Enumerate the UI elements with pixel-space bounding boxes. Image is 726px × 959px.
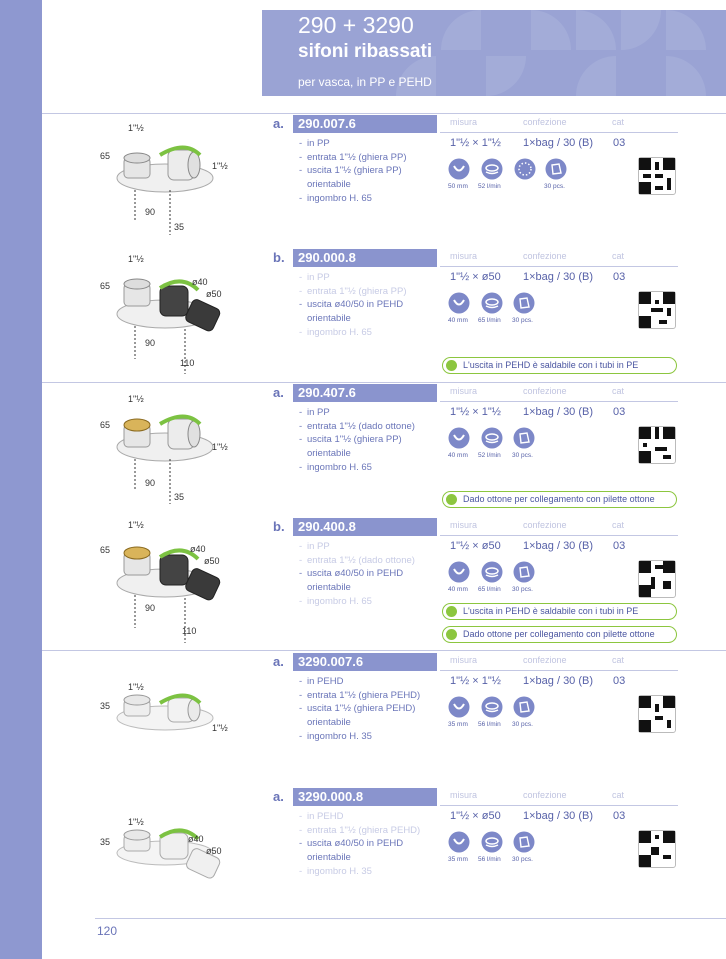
cat-header: cat: [612, 117, 625, 127]
section-divider: [42, 113, 726, 114]
page-title: sifoni ribassati: [298, 41, 433, 62]
dim-label: 1"½: [212, 161, 228, 171]
confezione-value: 1×bag / 30 (B): [523, 810, 594, 822]
feature-list: [297, 137, 447, 206]
misura-value: 1"½ × ø50: [450, 540, 501, 552]
info-note: [442, 603, 677, 620]
variant-letter: a.: [273, 789, 284, 804]
feature-item: - entrata 1"½ (ghiera PP): [297, 151, 447, 165]
cat-header: cat: [612, 386, 625, 396]
feature-item: - uscita 1"½ (ghiera PEHD): [297, 702, 447, 716]
package-icon: [513, 427, 535, 449]
siphon-drawing: [90, 389, 240, 519]
misura-header: misura: [450, 251, 478, 261]
feature-item: - uscita ø40/50 in PEHD: [297, 567, 447, 581]
cat-value: 03: [613, 540, 626, 552]
variant-letter: a.: [273, 116, 284, 131]
pcs-label: 30 pcs.: [512, 317, 533, 324]
dim-label: 90: [145, 478, 156, 488]
info-note: [442, 491, 677, 508]
pcs-label: 30 pcs.: [512, 856, 533, 863]
feature-item: - entrata 1"½ (ghiera PP): [297, 285, 447, 299]
flow-label: 65 l/min: [478, 586, 501, 593]
siphon-drawing: [90, 523, 240, 653]
feature-item: - uscita ø40/50 in PEHD: [297, 298, 447, 312]
feature-item: - in PP: [297, 406, 447, 420]
height-icon: [448, 158, 470, 180]
feature-item: orientabile: [307, 313, 351, 325]
qr-code[interactable]: [638, 291, 676, 329]
feature-item: - in PEHD: [297, 810, 447, 824]
eu-stars-icon: [514, 158, 536, 180]
dim-label: 35: [100, 837, 111, 847]
info-note-icon: [446, 606, 457, 617]
flow-rate-icon: [481, 696, 503, 718]
column-header: [440, 788, 678, 806]
feature-item: orientabile: [307, 448, 351, 460]
sidebar-band: [0, 0, 42, 959]
feature-item: orientabile: [307, 582, 351, 594]
feature-item: - uscita ø40/50 in PEHD: [297, 837, 447, 851]
pcs-label: 30 pcs.: [512, 721, 533, 728]
product-code: 290.400.8: [293, 518, 437, 536]
info-note-icon: [446, 629, 457, 640]
variant-letter: a.: [273, 385, 284, 400]
height-icon: [448, 427, 470, 449]
confezione-value: 1×bag / 30 (B): [523, 540, 594, 552]
dim-label: 1"½: [128, 394, 144, 404]
dim-label: 90: [145, 207, 156, 217]
header-pattern: [396, 10, 726, 96]
feature-item: - ingombro H. 65: [297, 326, 447, 340]
note-text: L'uscita in PEHD è saldabile con i tubi in PE: [463, 606, 639, 616]
dim-label: 1"½: [128, 817, 144, 827]
note-text: Dado ottone per collegamento con pilette ottone: [463, 629, 655, 639]
product-code: 290.007.6: [293, 115, 437, 133]
page-number: 120: [97, 924, 118, 938]
cat-header: cat: [612, 655, 625, 665]
confezione-value: 1×bag / 30 (B): [523, 271, 594, 283]
confezione-value: 1×bag / 30 (B): [523, 406, 594, 418]
feature-list: [297, 540, 447, 609]
pcs-label: 30 pcs.: [512, 586, 533, 593]
height-label: 35 mm: [448, 721, 468, 728]
confezione-header: confezione: [523, 655, 567, 665]
cat-header: cat: [612, 790, 625, 800]
feature-item: - ingombro H. 65: [297, 192, 447, 206]
cat-header: cat: [612, 251, 625, 261]
feature-item: - entrata 1"½ (ghiera PEHD): [297, 824, 447, 838]
feature-item: orientabile: [307, 717, 351, 729]
height-label: 40 mm: [448, 586, 468, 593]
misura-header: misura: [450, 520, 478, 530]
height-icon: [448, 292, 470, 314]
height-label: 50 mm: [448, 183, 468, 190]
misura-value: 1"½ × 1"½: [450, 137, 501, 149]
series-code: 290 + 3290: [298, 12, 414, 38]
dim-label: ø40: [192, 277, 208, 287]
feature-item: - entrata 1"½ (dado ottone): [297, 420, 447, 434]
flow-rate-icon: [481, 831, 503, 853]
feature-item: - ingombro H. 35: [297, 865, 447, 879]
flow-label: 65 l/min: [478, 317, 501, 324]
dim-label: 35: [174, 492, 185, 502]
product-code: 3290.000.8: [293, 788, 437, 806]
page-header: [262, 10, 726, 96]
dim-label: 90: [145, 338, 156, 348]
dim-label: 65: [100, 420, 111, 430]
dim-label: ø50: [204, 556, 220, 566]
flow-rate-icon: [481, 292, 503, 314]
pcs-label: 30 pcs.: [544, 183, 565, 190]
product-code: 3290.007.6: [293, 653, 437, 671]
flow-rate-icon: [481, 561, 503, 583]
misura-header: misura: [450, 386, 478, 396]
feature-item: - in PEHD: [297, 675, 447, 689]
cat-value: 03: [613, 271, 626, 283]
dim-label: 110: [180, 358, 195, 368]
flow-rate-icon: [481, 158, 503, 180]
footer-divider: [95, 918, 726, 919]
note-text: Dado ottone per collegamento con pilette ottone: [463, 494, 655, 504]
dim-label: ø40: [188, 834, 204, 844]
dim-label: 35: [100, 701, 111, 711]
info-note: [442, 626, 677, 643]
feature-item: orientabile: [307, 179, 351, 191]
misura-header: misura: [450, 655, 478, 665]
height-label: 35 mm: [448, 856, 468, 863]
cat-value: 03: [613, 406, 626, 418]
misura-value: 1"½ × 1"½: [450, 406, 501, 418]
flow-label: 56 l/min: [478, 721, 501, 728]
feature-item: - entrata 1"½ (dado ottone): [297, 554, 447, 568]
height-icon: [448, 696, 470, 718]
dim-label: 65: [100, 281, 111, 291]
variant-letter: b.: [273, 519, 285, 534]
dim-label: 1"½: [128, 123, 144, 133]
siphon-drawing: [90, 254, 240, 384]
feature-list: [297, 271, 447, 340]
column-header: [440, 653, 678, 671]
package-icon: [513, 831, 535, 853]
dim-label: 1"½: [212, 723, 228, 733]
pcs-label: 30 pcs.: [512, 452, 533, 459]
feature-list: [297, 810, 447, 879]
misura-value: 1"½ × 1"½: [450, 675, 501, 687]
dim-label: ø40: [190, 544, 206, 554]
confezione-header: confezione: [523, 790, 567, 800]
confezione-header: confezione: [523, 520, 567, 530]
feature-item: - in PP: [297, 137, 447, 151]
confezione-header: confezione: [523, 251, 567, 261]
confezione-header: confezione: [523, 117, 567, 127]
feature-item: - ingombro H. 65: [297, 595, 447, 609]
package-icon: [513, 292, 535, 314]
height-label: 40 mm: [448, 317, 468, 324]
flow-label: 52 l/min: [478, 452, 501, 459]
dim-label: 35: [174, 222, 185, 232]
package-icon: [513, 561, 535, 583]
feature-item: - ingombro H. 65: [297, 461, 447, 475]
misura-value: 1"½ × ø50: [450, 810, 501, 822]
feature-item: orientabile: [307, 852, 351, 864]
siphon-drawing: [90, 803, 240, 933]
feature-item: - in PP: [297, 540, 447, 554]
cat-value: 03: [613, 675, 626, 687]
column-header: [440, 249, 678, 267]
flow-label: 56 l/min: [478, 856, 501, 863]
feature-item: - entrata 1"½ (ghiera PEHD): [297, 689, 447, 703]
column-header: [440, 115, 678, 133]
info-note-icon: [446, 494, 457, 505]
feature-item: - uscita 1"½ (ghiera PP): [297, 164, 447, 178]
dim-label: 90: [145, 603, 156, 613]
qr-code[interactable]: [638, 560, 676, 598]
feature-list: [297, 406, 447, 475]
column-header: [440, 384, 678, 402]
cat-value: 03: [613, 137, 626, 149]
qr-code[interactable]: [638, 830, 676, 868]
dim-label: ø50: [206, 289, 222, 299]
dim-label: ø50: [206, 846, 222, 856]
flow-rate-icon: [481, 427, 503, 449]
dim-label: 1"½: [128, 254, 144, 264]
confezione-header: confezione: [523, 386, 567, 396]
cat-header: cat: [612, 520, 625, 530]
qr-code[interactable]: [638, 695, 676, 733]
info-note: [442, 357, 677, 374]
package-icon: [545, 158, 567, 180]
cat-value: 03: [613, 810, 626, 822]
dim-label: 1"½: [212, 442, 228, 452]
variant-letter: a.: [273, 654, 284, 669]
confezione-value: 1×bag / 30 (B): [523, 675, 594, 687]
feature-item: - uscita 1"½ (ghiera PP): [297, 433, 447, 447]
height-icon: [448, 561, 470, 583]
product-code: 290.000.8: [293, 249, 437, 267]
feature-item: - ingombro H. 35: [297, 730, 447, 744]
misura-value: 1"½ × ø50: [450, 271, 501, 283]
siphon-drawing: [90, 668, 240, 798]
dim-label: 1"½: [128, 682, 144, 692]
note-text: L'uscita in PEHD è saldabile con i tubi in PE: [463, 360, 639, 370]
feature-list: [297, 675, 447, 744]
feature-item: - in PP: [297, 271, 447, 285]
misura-header: misura: [450, 790, 478, 800]
column-header: [440, 518, 678, 536]
variant-letter: b.: [273, 250, 285, 265]
info-note-icon: [446, 360, 457, 371]
package-icon: [513, 696, 535, 718]
dim-label: 65: [100, 545, 111, 555]
dim-label: 110: [182, 626, 197, 636]
dim-label: 65: [100, 151, 111, 161]
qr-code[interactable]: [638, 157, 676, 195]
height-icon: [448, 831, 470, 853]
product-code: 290.407.6: [293, 384, 437, 402]
qr-code[interactable]: [638, 426, 676, 464]
misura-header: misura: [450, 117, 478, 127]
height-label: 40 mm: [448, 452, 468, 459]
page-subtitle: per vasca, in PP e PEHD: [298, 75, 432, 89]
flow-label: 52 l/min: [478, 183, 501, 190]
confezione-value: 1×bag / 30 (B): [523, 137, 594, 149]
dim-label: 1"½: [128, 520, 144, 530]
siphon-drawing: [90, 120, 240, 250]
